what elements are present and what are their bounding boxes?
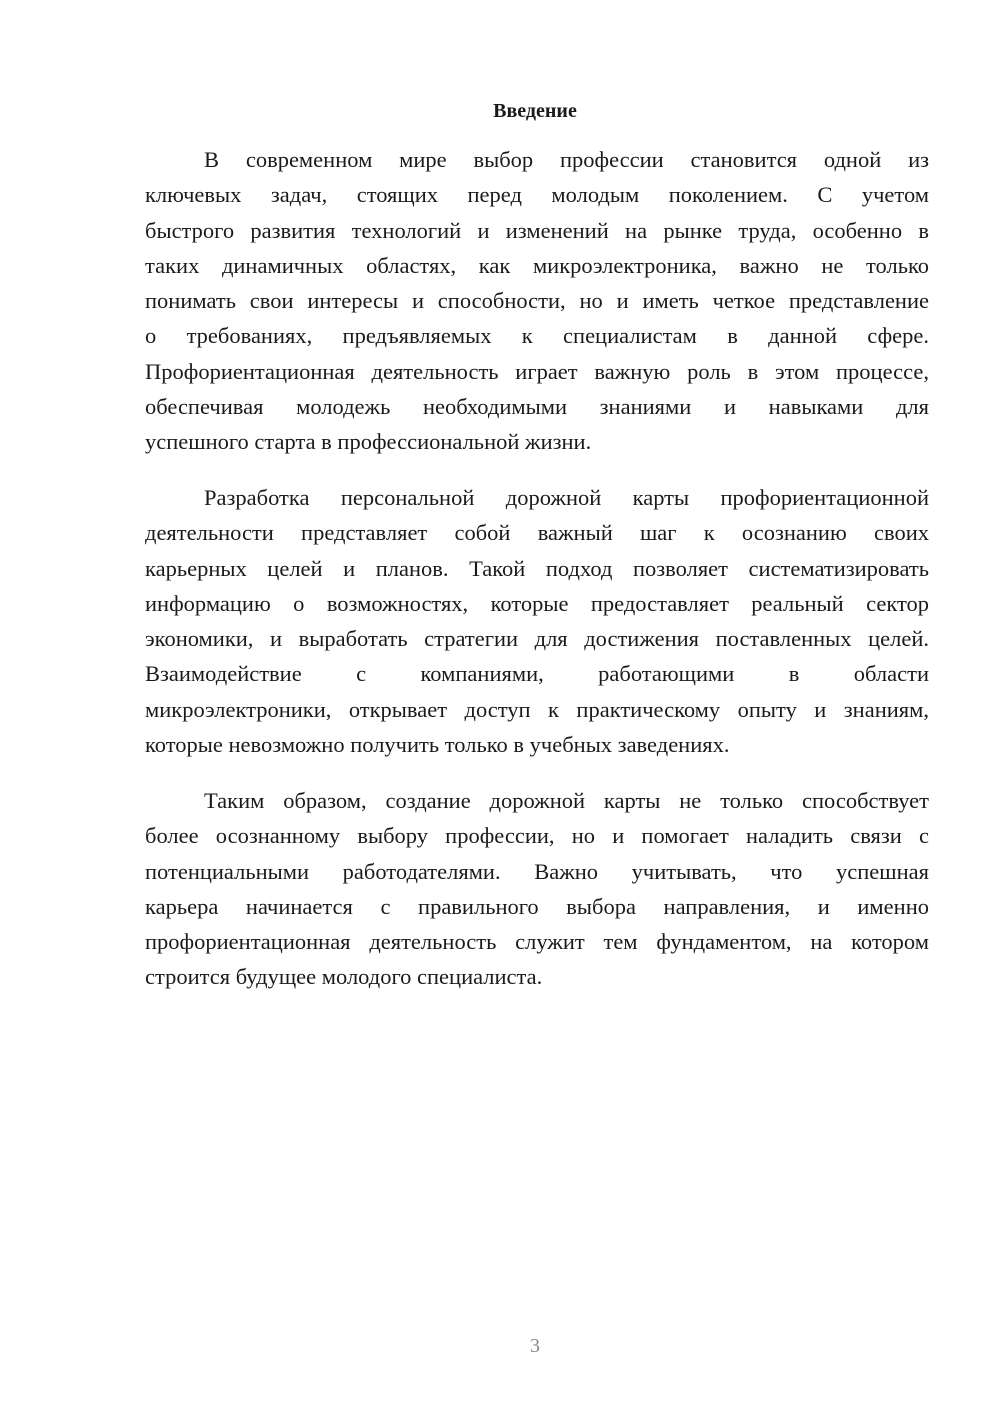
text-line: успешного старта в профессиональной жизни. [145,429,592,455]
text-line: обеспечивая молодежь необходимыми знаниями и навыками для [145,394,929,420]
text-line: более осознанному выбору профессии, но и помогает наладить связи с [145,823,929,849]
paragraph-2 [145,480,929,762]
text-line: потенциальными работодателями. Важно учитывать, что успешная [145,858,929,884]
text-line: Таким образом, создание дорожной карты не только способствует [204,788,929,813]
text-line: Профориентационная деятельность играет важную роль в этом процессе, [145,358,929,384]
text-line: карьерных целей и планов. Такой подход позволяет систематизировать [145,555,929,581]
text-line: понимать свои интересы и способности, но и иметь четкое представление [145,288,929,314]
text-line: которые невозможно получить только в учебных заведениях. [145,732,730,758]
text-line: деятельности представляет собой важный шаг к осознанию своих [145,520,929,546]
page-number: 3 [530,1335,540,1357]
text-line: о требованиях, предъявляемых к специалистам в данной сфере. [145,323,929,349]
text-line: В современном мире выбор профессии становится одной из [204,147,929,172]
paragraph-1 [145,142,929,460]
text-line: информацию о возможностях, которые предоставляет реальный сектор [145,590,929,616]
text-line: Взаимодействие с компаниями, работающими в области [145,661,929,687]
text-line: профориентационная деятельность служит тем фундаментом, на котором [145,929,929,955]
text-line: строится будущее молодого специалиста. [145,964,543,990]
text-line: микроэлектроники, открывает доступ к практическому опыту и знаниям, [145,696,929,722]
text-line: экономики, и выработать стратегии для достижения поставленных целей. [145,626,929,652]
paragraph-3 [145,783,929,995]
text-line: карьера начинается с правильного выбора направления, и именно [145,893,929,919]
page-title: Введение [493,100,577,122]
text-line: Разработка персональной дорожной карты профориентационной [204,485,929,510]
text-line: таких динамичных областях, как микроэлектроника, важно не только [145,252,929,278]
text-line: быстрого развития технологий и изменений на рынке труда, особенно в [145,217,929,243]
text-line: ключевых задач, стоящих перед молодым поколением. С учетом [145,182,929,208]
